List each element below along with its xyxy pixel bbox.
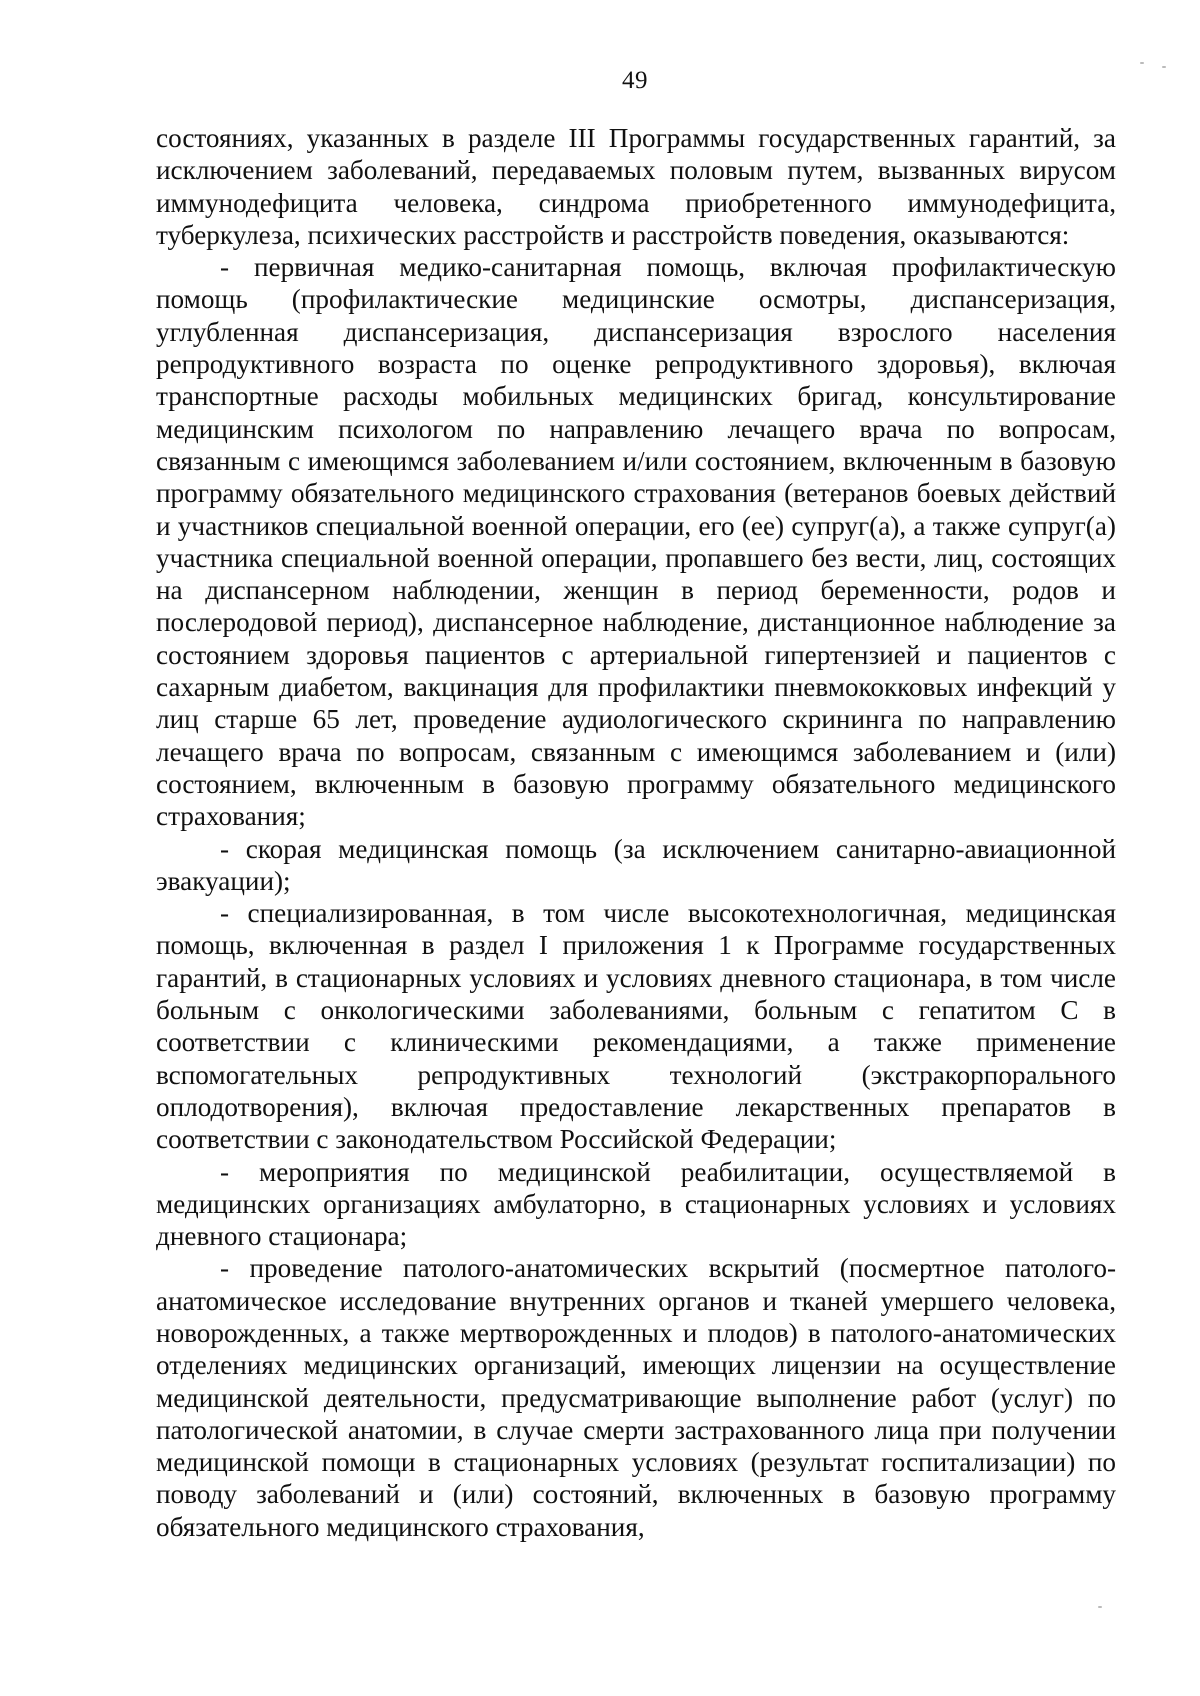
paragraph-autopsy: - проведение патолого-анатомических вскрытий (посмертное патолого-анатомическое исследование внутренних органов и тканей умершего человека, новорожденных, а также мертворожденных и плодов) в патолого-анатомических отделениях медицинских организаций, имеющих лицензии на осуществление медицинской деятельности, предусматривающие выполнение работ (услуг) по патологической анатомии, в случае смерти застрахованного лица при получении медицинской помощи в стационарных условиях (результат госпитализации) по поводу заболеваний и (или) состояний, включенных в базовую программу обязательного медицинского страхования,: [156, 1253, 1116, 1542]
paragraph-continuation: состояниях, указанных в разделе III Программы государственных гарантий, за исключением заболеваний, передаваемых половым путем, вызванных вирусом иммунодефицита человека, синдрома приобретенного иммунодефицита, туберкулеза, психических расстройств и расстройств поведения, оказываются:: [156, 123, 1116, 250]
scan-speck: [1162, 66, 1166, 68]
paragraph-specialized-care: - специализированная, в том числе высокотехнологичная, медицинская помощь, включенная в раздел I приложения 1 к Программе государственных гарантий, в стационарных условиях и условиях дневного стационара, в том числе больным с онкологическими заболеваниями, больным с гепатитом С в соответствии с клиническими рекомендациями, а также применение вспомогательных репродуктивных технологий (экстракорпорального оплодотворения), включая предоставление лекарственных препаратов в соответствии с законодательством Российской Федерации;: [156, 898, 1116, 1155]
document-body: [156, 122, 1116, 1543]
scan-speck: [1140, 62, 1144, 64]
paragraph-emergency-care: - скорая медицинская помощь (за исключением санитарно-авиационной эвакуации);: [156, 833, 1116, 896]
scan-speck: [1098, 1606, 1102, 1608]
page-number: 49: [622, 67, 648, 94]
paragraph-rehabilitation: - мероприятия по медицинской реабилитации, осуществляемой в медицинских организациях амбулаторно, в стационарных условиях и условиях дневного стационара;: [156, 1156, 1116, 1252]
paragraph-primary-care: - первичная медико-санитарная помощь, включая профилактическую помощь (профилактические медицинские осмотры, диспансеризация, углубленная диспансеризация, диспансеризация взрослого населения репродуктивного возраста по оценке репродуктивного здоровья), включая транспортные расходы мобильных медицинских бригад, консультирование медицинским психологом по направлению лечащего врача по вопросам, связанным с имеющимся заболеванием и/или состоянием, включенным в базовую программу обязательного медицинского страхования (ветеранов боевых действий и участников специальной военной операции, его (ее) супруг(а), а также супруг(а) участника специальной военной операции, пропавшего без вести, лиц, состоящих на диспансерном наблюдении, женщин в период беременности, родов и послеродовой период), диспансерное наблюдение, дистанционное наблюдение за состоянием здоровья пациентов с артериальной гипертензией и пациентов с сахарным диабетом, вакцинация для профилактики пневмококковых инфекций у лиц старше 65 лет, проведение аудиологического скрининга по направлению лечащего врача по вопросам, связанным с имеющимся заболеванием и (или) состоянием, включенным в базовую программу обязательного медицинского страхования;: [156, 252, 1116, 832]
